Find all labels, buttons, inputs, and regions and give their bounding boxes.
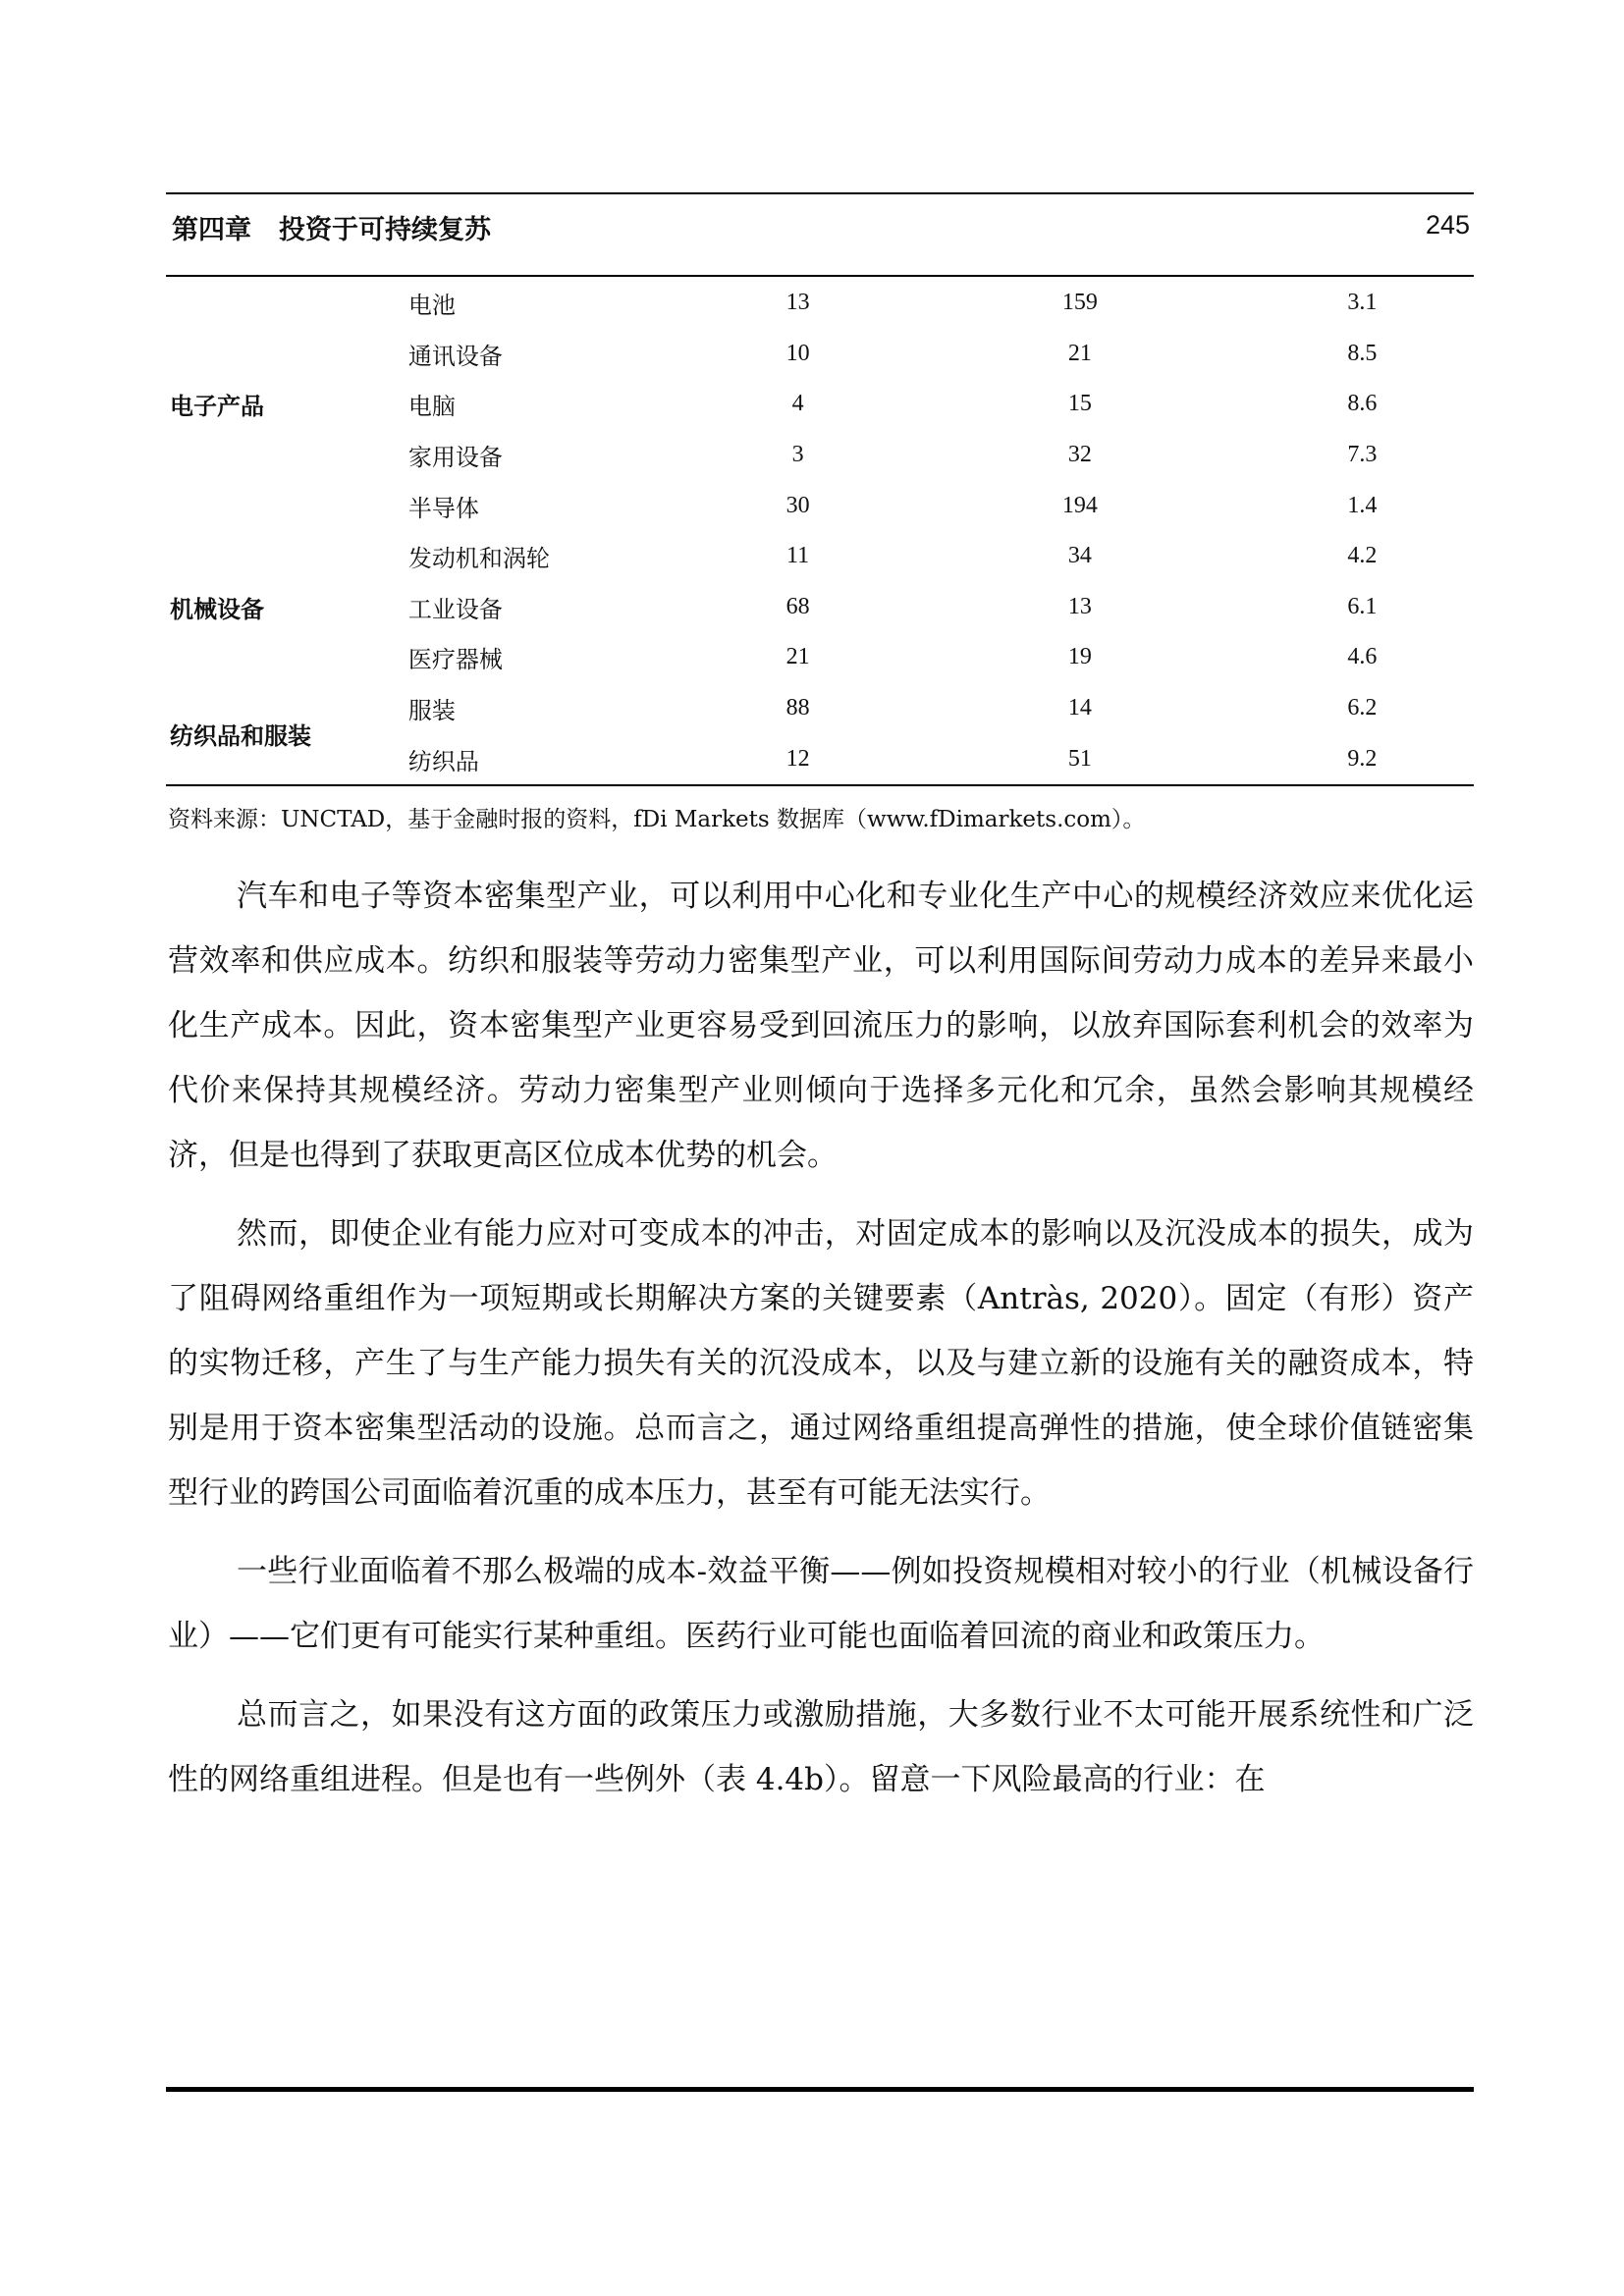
category-label: 电子产品: [170, 393, 264, 421]
value-cell: 194: [1061, 492, 1098, 518]
table-row: [166, 480, 1474, 531]
value-cell: 9.2: [1347, 745, 1378, 772]
body-text: [168, 864, 1474, 1826]
value-cell: 12: [785, 745, 810, 772]
category-label: [166, 531, 408, 582]
page-number: 245: [1425, 210, 1470, 240]
value-cell: 6.1: [1347, 593, 1378, 619]
value-cell: 15: [1067, 391, 1092, 417]
table-row: [166, 430, 1474, 481]
table-row: [166, 531, 1474, 582]
subcategory-label: 通讯设备: [407, 342, 503, 370]
value-cell: 8.6: [1347, 391, 1378, 417]
category-label: [166, 632, 408, 683]
value-cell: 4.2: [1347, 543, 1378, 569]
subcategory-label: 工业设备: [407, 595, 503, 623]
value-cell: 51: [1067, 745, 1092, 772]
value-cell: 11: [786, 543, 810, 569]
table-row: [166, 632, 1474, 683]
value-cell: 34: [1067, 543, 1092, 569]
table-row: [166, 278, 1474, 329]
chapter-number: 第四章: [172, 215, 251, 245]
value-cell: 4: [791, 391, 804, 417]
value-cell: 4.6: [1347, 644, 1378, 670]
table-row: [166, 683, 1474, 734]
category-label: [166, 329, 408, 380]
value-cell: 1.4: [1347, 492, 1378, 518]
data-table: [166, 278, 1474, 786]
paragraph: 然而，即使企业有能力应对可变成本的冲击，对固定成本的影响以及沉没成本的损失，成为了阻碍网络重组作为一项短期或长期解决方案的关键要素（Antràs, 2020）。固定（有形）资产的实物迁移，产生了与生产能力损失有关的沉没成本，以及与建立新的设施有关的融资成本，特别是用于资本密集型活动的设施。总而言之，通过网络重组提高弹性的措施，使全球价值链密集型行业的跨国公司面临着沉重的成本压力，甚至有可能无法实行。: [168, 1216, 1474, 1511]
value-cell: 6.2: [1347, 695, 1378, 721]
subcategory-label: 医疗器械: [407, 646, 503, 674]
table-row: [166, 582, 1474, 633]
subcategory-label: 发动机和涡轮: [407, 545, 550, 573]
value-cell: 21: [1067, 340, 1092, 366]
running-header: [166, 192, 1474, 277]
paragraph: 一些行业面临着不那么极端的成本-效益平衡——例如投资规模相对较小的行业（机械设备行业）——它们更有可能实行某种重组。医药行业可能也面临着回流的商业和政策压力。: [168, 1554, 1474, 1654]
value-cell: 88: [785, 695, 810, 721]
table-row: [166, 379, 1474, 430]
value-cell: 68: [785, 593, 810, 619]
subcategory-label: 纺织品: [407, 747, 479, 775]
category-label: 纺织品和服装: [170, 721, 311, 750]
subcategory-label: 家用设备: [407, 444, 503, 472]
paragraph: 总而言之，如果没有这方面的政策压力或激励措施，大多数行业不太可能开展系统性和广泛性的网络重组进程。但是也有一些例外（表 4.4b）。留意一下风险最高的行业：在: [168, 1697, 1474, 1797]
value-cell: 32: [1067, 442, 1092, 468]
paragraph: 汽车和电子等资本密集型产业，可以利用中心化和专业化生产中心的规模经济效应来优化运营效率和供应成本。纺织和服装等劳动力密集型产业，可以利用国际间劳动力成本的差异来最小化生产成本。因此，资本密集型产业更容易受到回流压力的影响，以放弃国际套利机会的效率为代价来保持其规模经济。劳动力密集型产业则倾向于选择多元化和冗余，虽然会影响其规模经济，但是也得到了获取更高区位成本优势的机会。: [168, 879, 1474, 1173]
value-cell: 10: [785, 340, 810, 366]
table-source-note: 资料来源：UNCTAD，基于金融时报的资料，fDi Markets 数据库（www.fDimarkets.com）。: [168, 807, 1146, 832]
value-cell: 7.3: [1347, 442, 1378, 468]
category-label: [166, 430, 408, 481]
subcategory-label: 半导体: [407, 494, 479, 522]
value-cell: 8.5: [1347, 340, 1378, 366]
category-label: [166, 278, 408, 329]
value-cell: 3: [791, 442, 804, 468]
value-cell: 14: [1067, 695, 1092, 721]
value-cell: 3.1: [1347, 290, 1378, 316]
value-cell: 21: [785, 644, 810, 670]
footer-rule: [166, 2087, 1474, 2092]
value-cell: 13: [1067, 593, 1092, 619]
value-cell: 19: [1067, 644, 1092, 670]
value-cell: 159: [1061, 290, 1098, 316]
value-cell: 30: [785, 492, 810, 518]
category-label: 机械设备: [170, 595, 264, 623]
table-row: [166, 329, 1474, 380]
value-cell: 13: [785, 290, 810, 316]
chapter-title: 投资于可持续复苏: [279, 215, 491, 245]
chapter-heading: [172, 208, 518, 246]
subcategory-label: 服装: [407, 697, 456, 725]
category-label: [166, 480, 408, 531]
subcategory-label: 电脑: [407, 393, 456, 421]
subcategory-label: 电池: [407, 292, 456, 320]
